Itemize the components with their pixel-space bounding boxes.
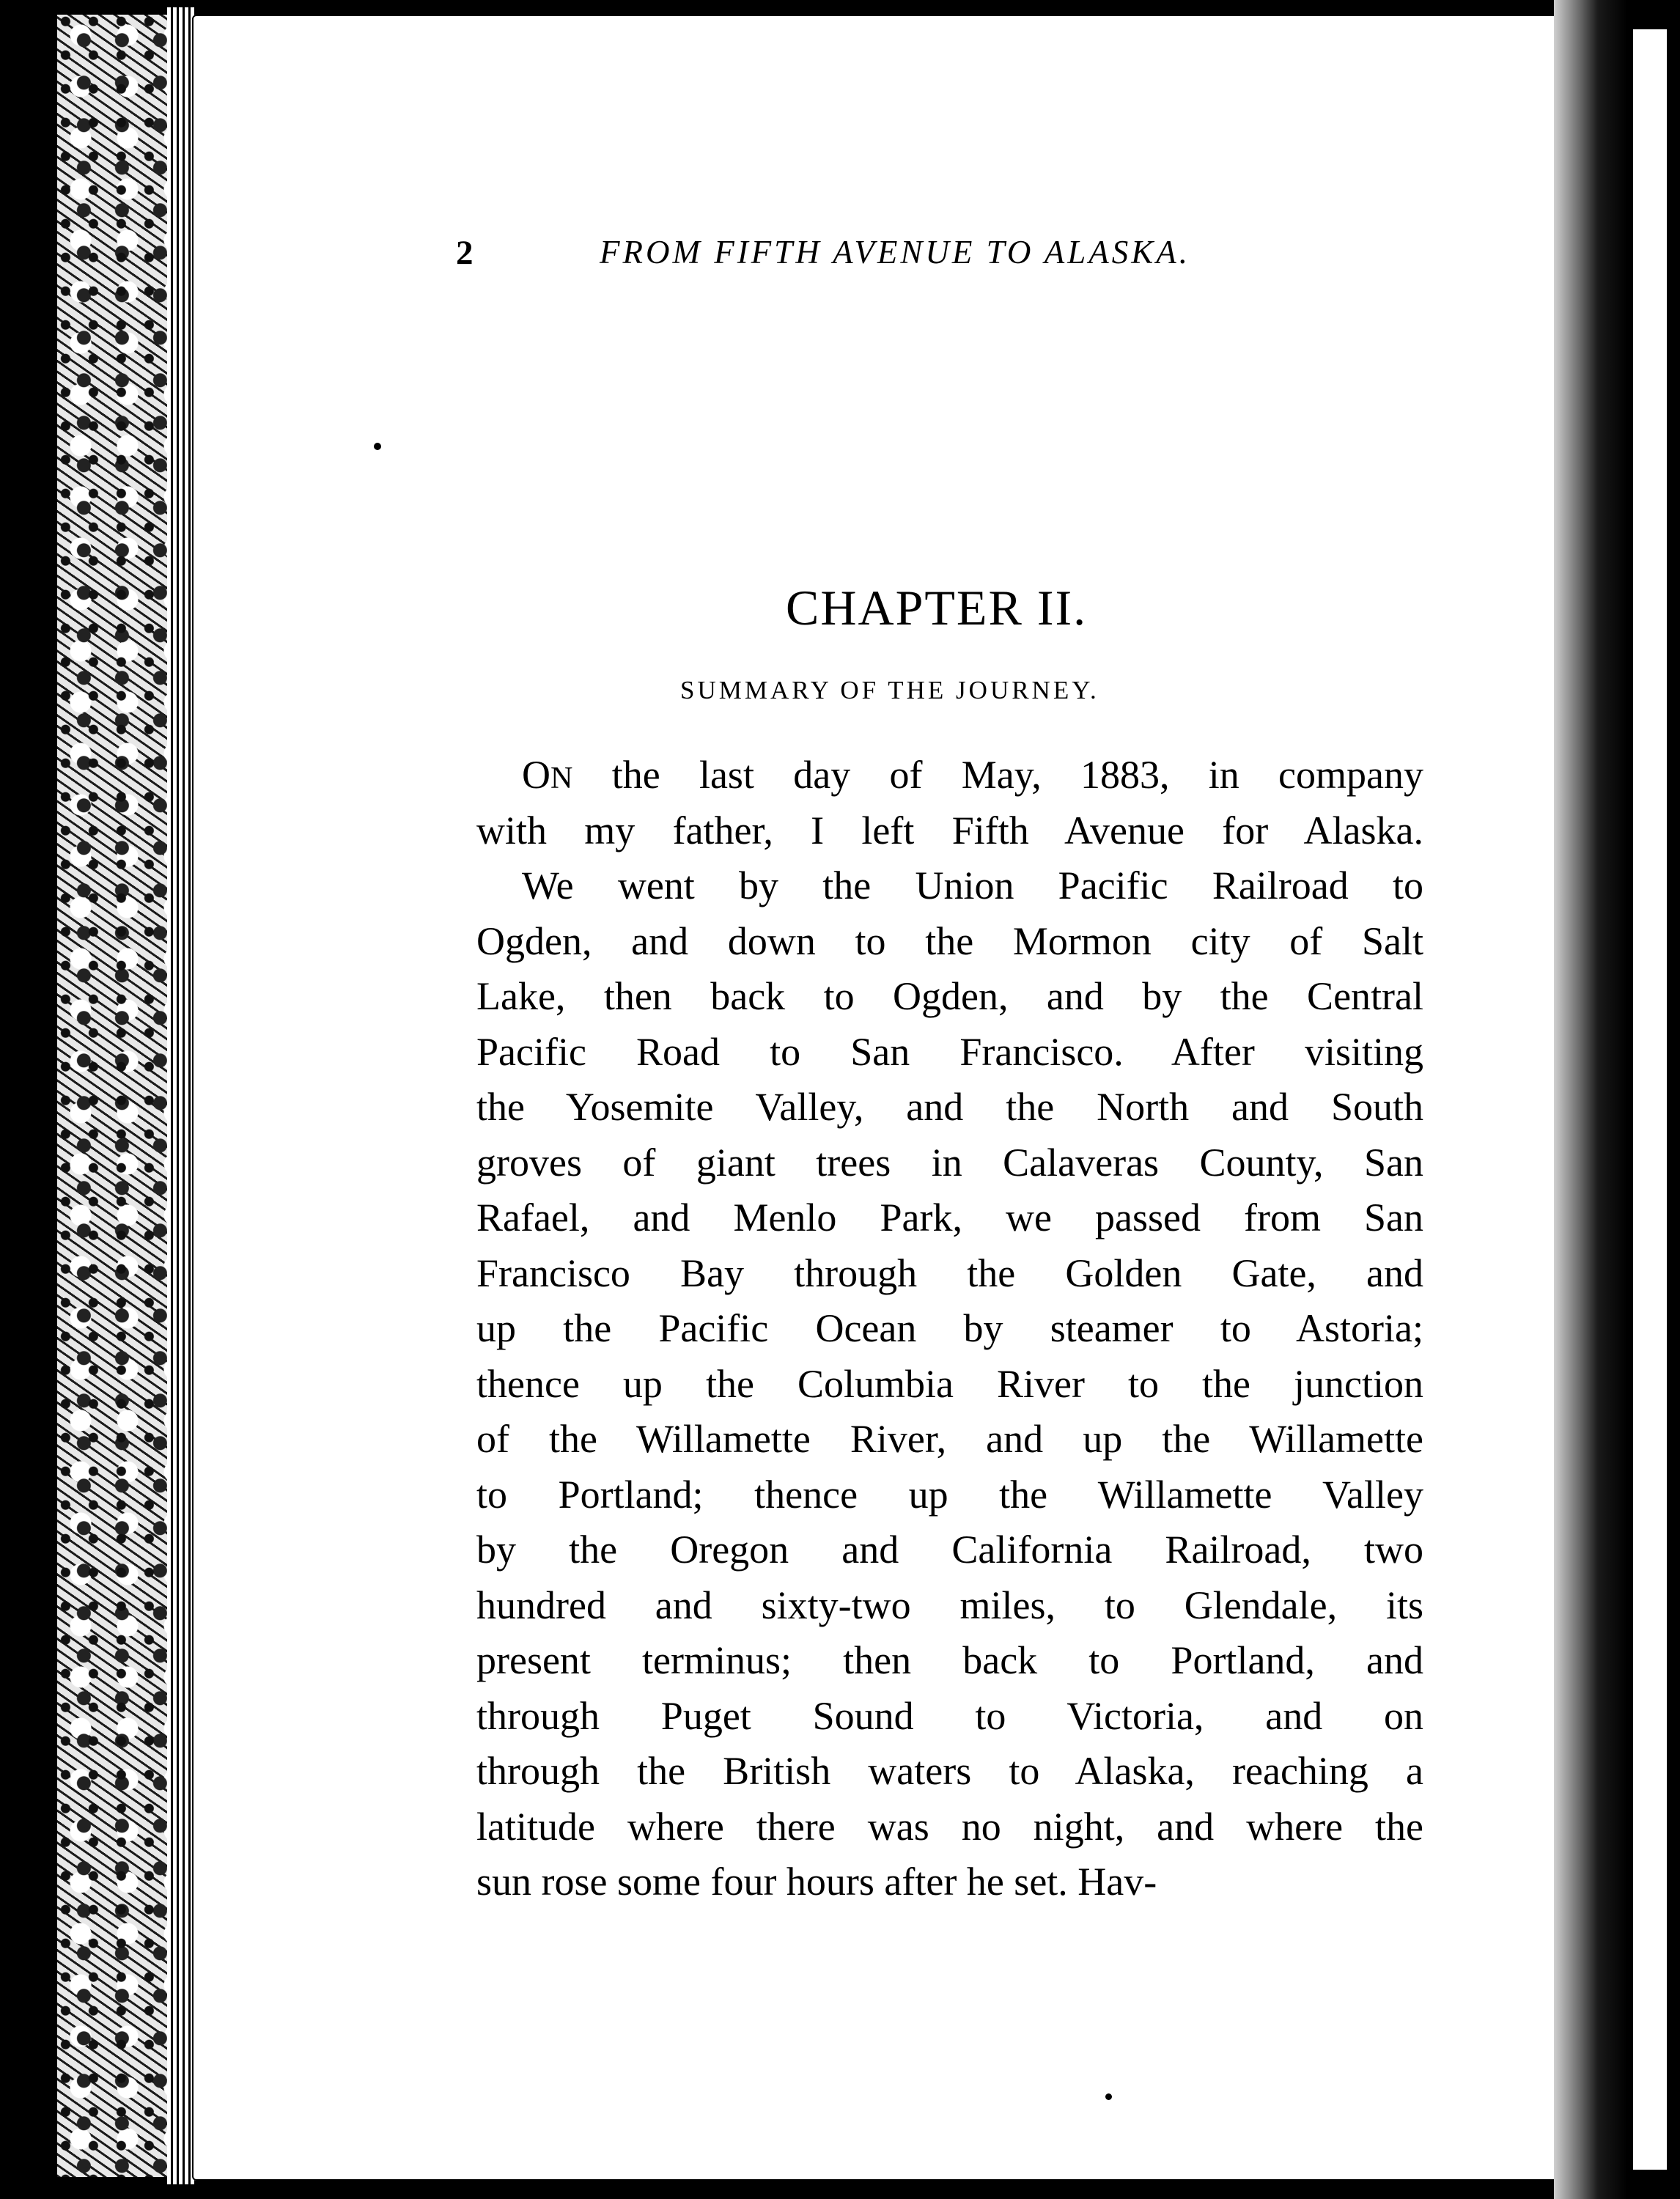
text-line-6: Pacific Road to San Francisco. After visiting [476,1029,1423,1074]
dropcap-first: O [522,753,550,797]
text-line-11: up the Pacific Ocean by steamer to Astoria; [476,1306,1423,1350]
text-line-10: Francisco Bay through the Golden Gate, and [476,1250,1423,1295]
facing-page-sliver [1633,29,1667,2170]
text-line-7: the Yosemite Valley, and the North and South [476,1085,1423,1129]
running-head-title: FROM FIFTH AVENUE TO ALASKA. [600,234,1191,270]
text-line-4: Ogden, and down to the Mormon city of Salt [476,918,1423,963]
body-text [476,748,1423,1910]
gutter-shadow [1554,0,1627,2199]
text-line-20: latitude where there was no night, and where the [476,1804,1423,1849]
text-line-17: present terminus; then back to Portland, and [476,1638,1423,1682]
text-line-13: of the Willamette River, and up the Willamette [476,1417,1423,1461]
text-line-2: with my father, I left Fifth Avenue for Alaska. [476,808,1423,852]
text-line-12: thence up the Columbia River to the junction [476,1361,1423,1406]
stray-ink-dot [374,443,381,450]
text-line-14: to Portland; thence up the Willamette Valley [476,1472,1423,1517]
floral-endpaper [57,15,170,2177]
chapter-title: CHAPTER II. [786,580,1088,636]
stray-ink-dot-bottom [1105,2093,1112,2100]
line-text: the last day of May, 1883, in company [572,753,1423,797]
chapter-subtitle: SUMMARY OF THE JOURNEY. [680,676,1099,704]
text-line-5: Lake, then back to Ogden, and by the Central [476,974,1423,1018]
text-line-3: We went by the Union Pacific Railroad to [522,863,1423,907]
text-line-1 [476,748,1423,803]
text-line-16: hundred and sixty-two miles, to Glendale, its [476,1583,1423,1627]
text-line-18: through Puget Sound to Victoria, and on [476,1693,1423,1738]
text-line-19: through the British waters to Alaska, reaching a [476,1749,1423,1793]
text-line-21: sun rose some four hours after he set. Hav- [476,1860,1157,1904]
text-line-9: Rafael, and Menlo Park, we passed from San [476,1196,1423,1240]
text-line-8: groves of giant trees in Calaveras County, San [476,1140,1423,1185]
page-number: 2 [456,234,474,272]
facing-page-edge [1627,0,1680,2199]
text-line-15: by the Oregon and California Railroad, two [476,1528,1423,1572]
dropcap-rest: N [550,761,573,795]
